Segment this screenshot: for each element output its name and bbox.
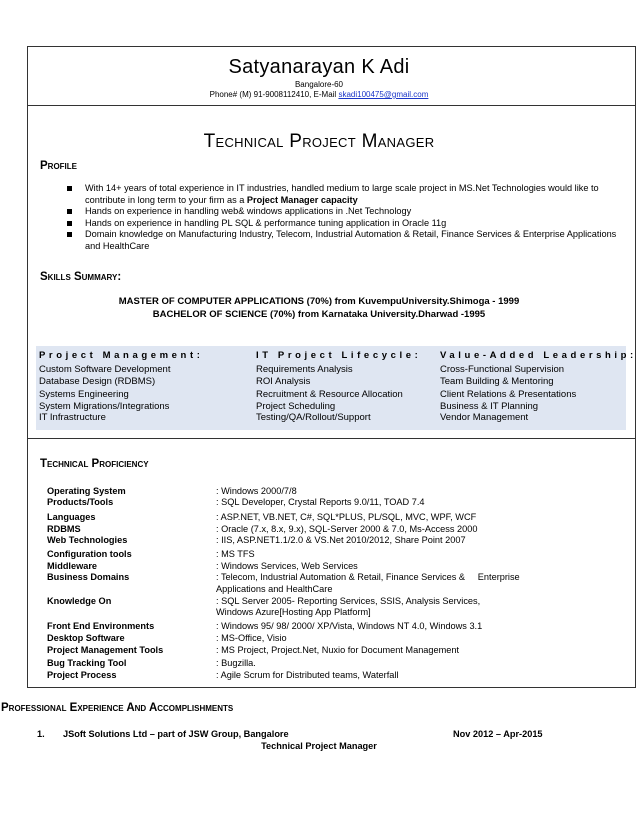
- proficiency-label: Knowledge On: [47, 596, 112, 606]
- contact-line: [0, 90, 638, 99]
- proficiency-heading: Technical Proficiency: [40, 458, 149, 470]
- proficiency-label: Project Process: [47, 670, 117, 680]
- proficiency-value: : ASP.NET, VB.NET, C#, SQL*PLUS, PL/SQL, MVC, WPF, WCF: [216, 512, 477, 522]
- proficiency-label: Configuration tools: [47, 549, 132, 559]
- bullet-square-icon: [67, 209, 72, 214]
- skill-item: System Migrations/Integrations: [39, 401, 170, 412]
- proficiency-value: : MS Project, Project.Net, Nuxio for Document Management: [216, 645, 460, 655]
- skill-item: Cross-Functional Supervision: [440, 364, 565, 375]
- skills-column-header: IT Project Lifecycle:: [256, 350, 422, 361]
- skills-heading: Skills Summary:: [40, 271, 122, 283]
- phone-text: Phone# (M) 91-9008112410, E-Mail: [209, 90, 339, 99]
- experience-dates: Nov 2012 – Apr-2015: [453, 729, 543, 739]
- proficiency-label: Business Domains: [47, 572, 130, 582]
- job-title: Technical Project Manager: [203, 131, 435, 152]
- skill-item: Testing/QA/Rollout/Support: [256, 412, 371, 423]
- experience-role: Technical Project Manager: [261, 741, 377, 751]
- degree-bachelors: BACHELOR OF SCIENCE (70%) from Karnataka University.Dharwad -1995: [152, 309, 486, 320]
- skill-item: Database Design (RDBMS): [39, 376, 156, 387]
- profile-bullet: Hands on experience in handling web& windows applications in .Net Technology: [62, 206, 622, 218]
- proficiency-value: : Windows 95/ 98/ 2000/ XP/Vista, Windows NT 4.0, Windows 3.1: [216, 621, 483, 631]
- proficiency-value: : SQL Server 2005- Reporting Services, SSIS, Analysis Services,: [216, 596, 481, 606]
- proficiency-label: Project Management Tools: [47, 645, 164, 655]
- proficiency-value: : Telecom, Industrial Automation & Retail, Finance Services & Enterprise: [216, 572, 520, 582]
- skills-table: [36, 346, 637, 430]
- skill-item: Project Scheduling: [256, 401, 336, 412]
- skill-item: Recruitment & Resource Allocation: [256, 389, 403, 400]
- proficiency-value: : SQL Developer, Crystal Reports 9.0/11, TOAD 7.4: [216, 497, 425, 507]
- proficiency-value: : MS-Office, Visio: [216, 633, 287, 643]
- profile-bullet: Domain knowledge on Manufacturing Industry, Telecom, Industrial Automation & Retail, Finance Services & Enterprise Applications and HealthCare: [62, 229, 622, 252]
- profile-bullet-list: [62, 183, 622, 253]
- bullet-square-icon: [67, 186, 72, 191]
- skill-item: Custom Software Development: [39, 364, 171, 375]
- profile-bullet: With 14+ years of total experience in IT industries, handled medium to large scale project in MS.Net Technologies would like to contribute in long term to your firm as a Project Manager capacity: [62, 183, 622, 206]
- proficiency-label: Operating System: [47, 486, 126, 496]
- proficiency-label: Front End Environments: [47, 621, 155, 631]
- proficiency-value-continued: Windows Azure[Hosting App Platform]: [216, 607, 371, 617]
- experience-company: JSoft Solutions Ltd – part of JSW Group, Bangalore: [63, 729, 289, 739]
- experience-heading: Professional Experience And Accomplishments: [1, 702, 234, 714]
- candidate-address: Bangalore-60: [294, 80, 344, 89]
- proficiency-value: : Agile Scrum for Distributed teams, Waterfall: [216, 670, 399, 680]
- skills-column-header: Value-Added Leadership:: [440, 350, 637, 361]
- degree-masters: MASTER OF COMPUTER APPLICATIONS (70%) from KuvempuUniversity.Shimoga - 1999: [118, 296, 520, 307]
- experience-number: 1.: [37, 729, 45, 739]
- proficiency-value: : Windows Services, Web Services: [216, 561, 358, 571]
- skill-item: Business & IT Planning: [440, 401, 539, 412]
- proficiency-label: Products/Tools: [47, 497, 114, 507]
- proficiency-value: : Windows 2000/7/8: [216, 486, 297, 496]
- skill-item: IT Infrastructure: [39, 412, 106, 423]
- proficiency-label: Languages: [47, 512, 96, 522]
- proficiency-label: Desktop Software: [47, 633, 125, 643]
- email-link[interactable]: skadi100475@gmail.com: [338, 90, 429, 99]
- proficiency-value-continued: Applications and HealthCare: [216, 584, 333, 594]
- proficiency-value: : Oracle (7.x, 8.x, 9.x), SQL-Server 2000 & 7.0, Ms-Access 2000: [216, 524, 478, 534]
- proficiency-label: Bug Tracking Tool: [47, 658, 127, 668]
- bullet-square-icon: [67, 221, 72, 226]
- profile-heading: Profile: [40, 160, 78, 172]
- proficiency-label: Middleware: [47, 561, 98, 571]
- skill-item: Vendor Management: [440, 412, 529, 423]
- bullet-square-icon: [67, 232, 72, 237]
- candidate-name: Satyanarayan K Adi: [228, 56, 410, 78]
- skill-item: Client Relations & Presentations: [440, 389, 577, 400]
- skill-item: Systems Engineering: [39, 389, 129, 400]
- profile-bullet: Hands on experience in handling PL SQL & performance tuning application in Oracle 11g: [62, 218, 622, 230]
- skills-column-header: Project Management:: [39, 350, 204, 361]
- proficiency-value: : IIS, ASP.NET1.1/2.0 & VS.Net 2010/2012, Share Point 2007: [216, 535, 466, 545]
- proficiency-value: : MS TFS: [216, 549, 255, 559]
- proficiency-value: : Bugzilla.: [216, 658, 256, 668]
- proficiency-label: Web Technologies: [47, 535, 128, 545]
- skill-item: Team Building & Mentoring: [440, 376, 554, 387]
- skill-item: ROI Analysis: [256, 376, 311, 387]
- skill-item: Requirements Analysis: [256, 364, 353, 375]
- proficiency-label: RDBMS: [47, 524, 81, 534]
